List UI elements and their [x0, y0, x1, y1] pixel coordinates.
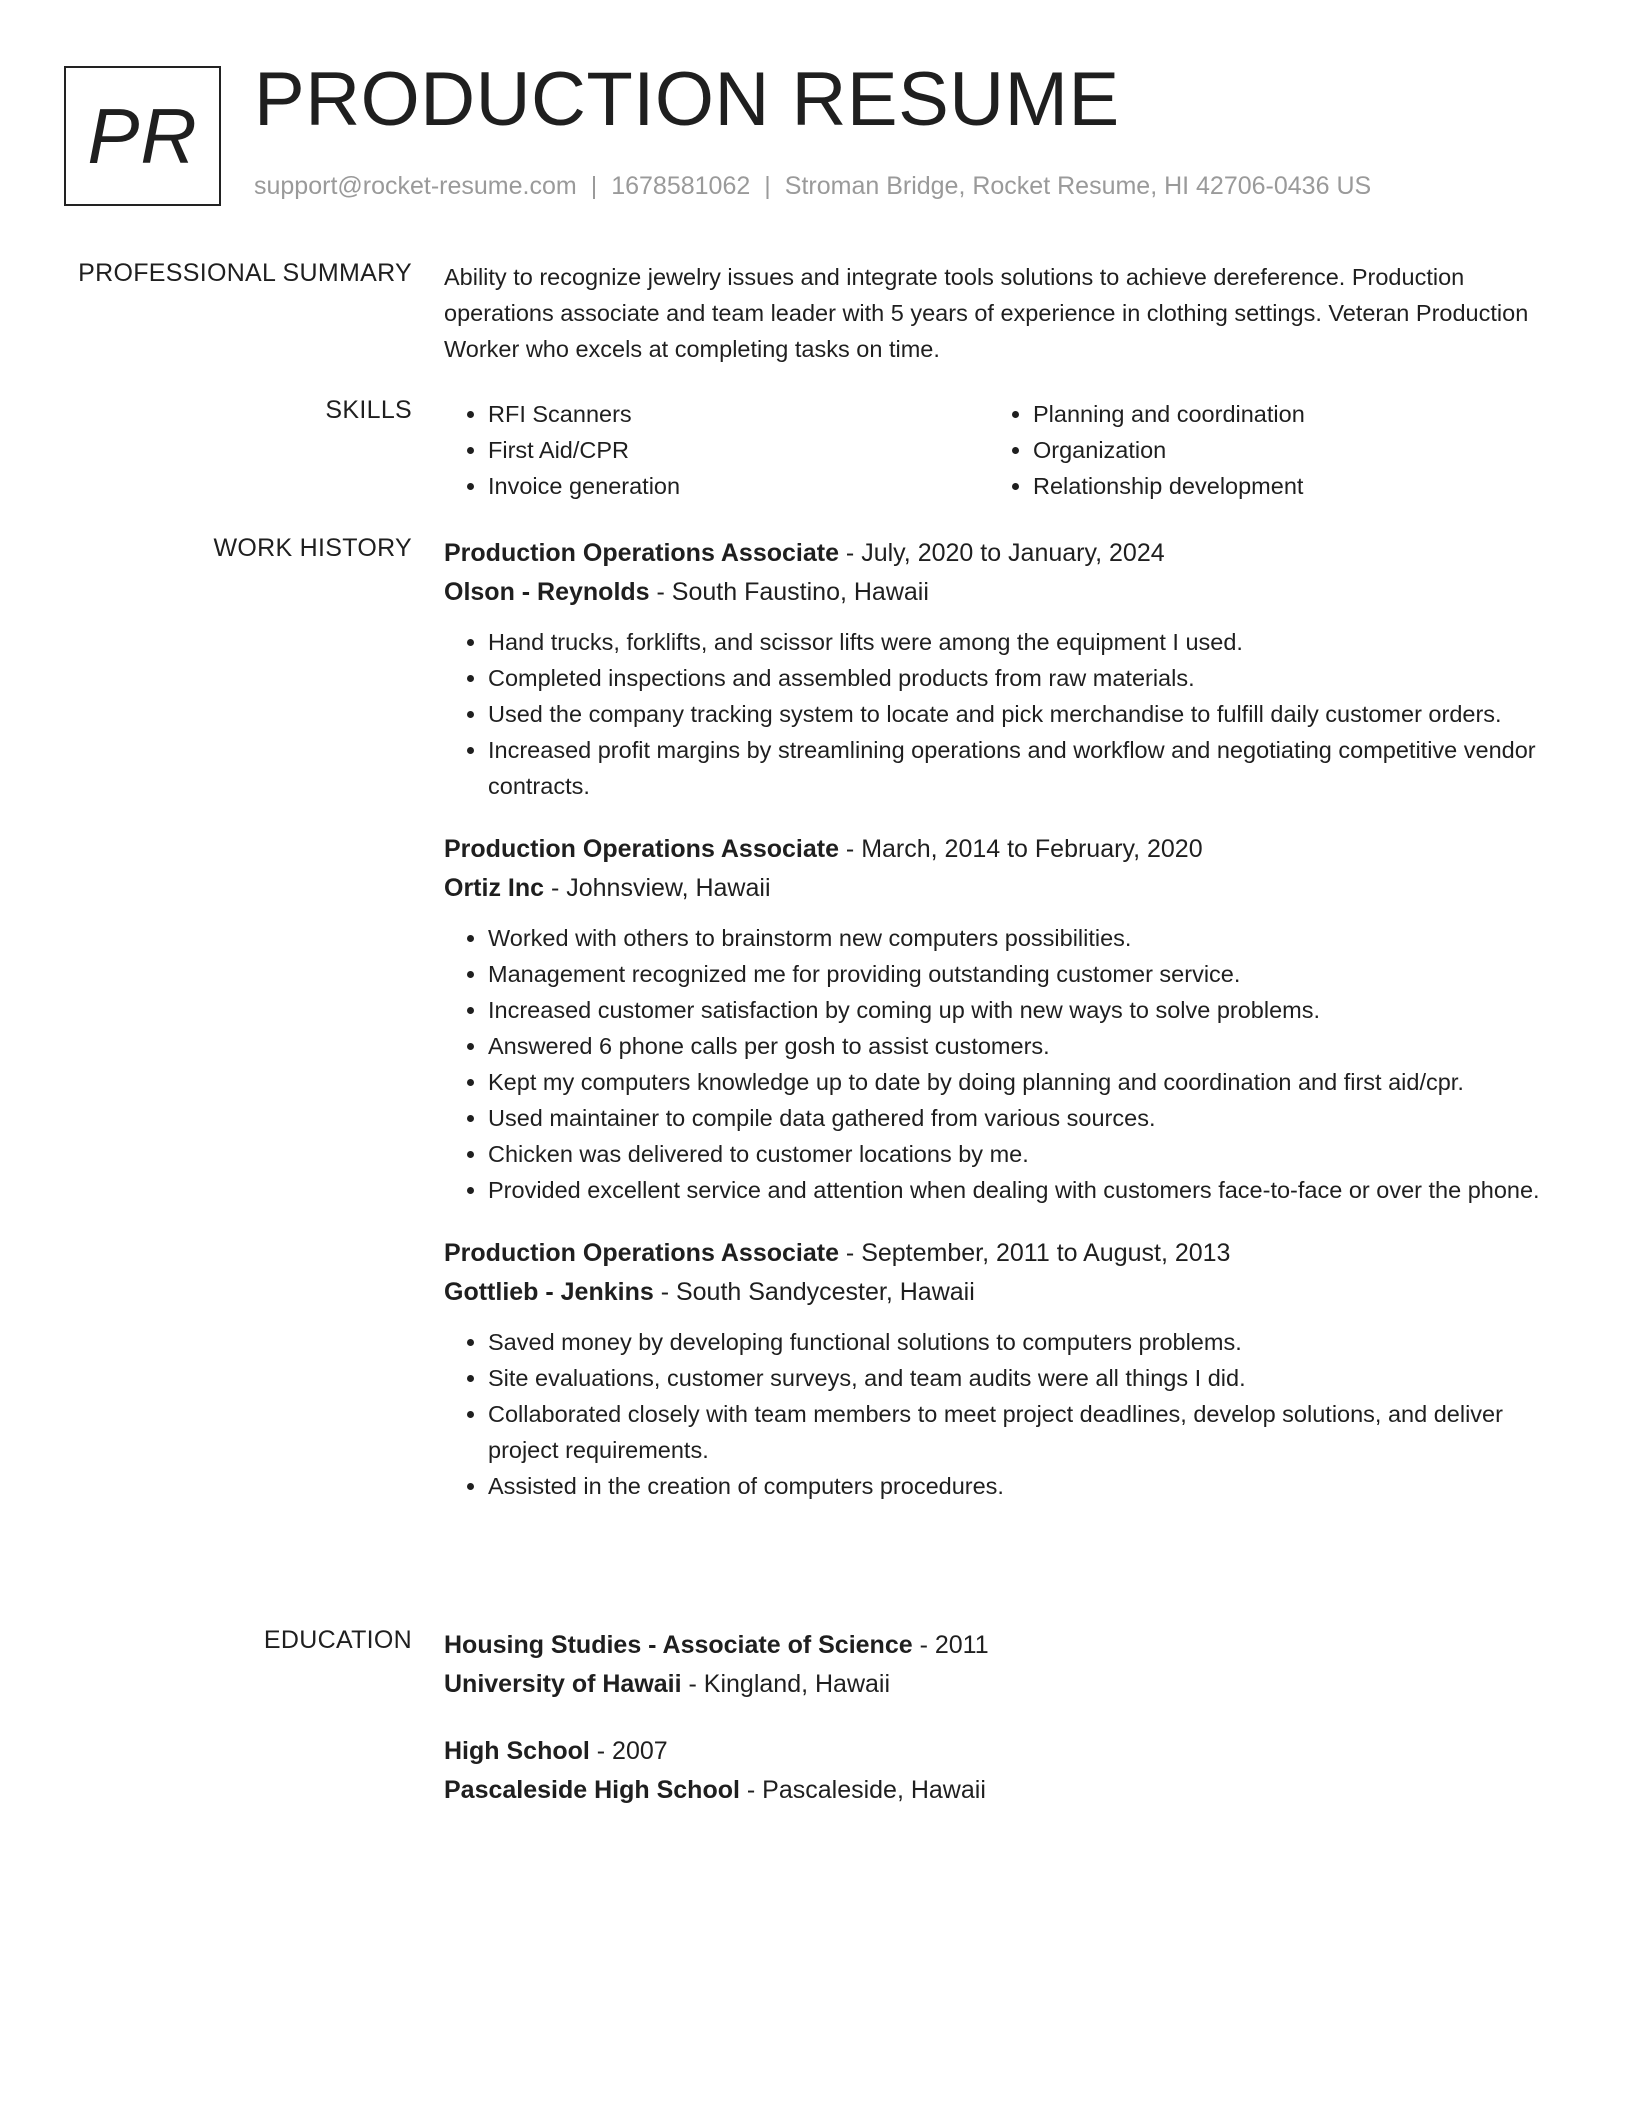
monogram-logo: PR — [64, 66, 221, 206]
skill-item: • Relationship development — [1033, 468, 1534, 504]
job-company: Ortiz Inc — [444, 874, 545, 902]
job-heading — [444, 1234, 1554, 1272]
education-school: Pascaleside High School — [444, 1776, 740, 1804]
job-title: Production Operations Associate — [444, 835, 839, 863]
job-entry — [444, 534, 1554, 804]
education-list — [444, 1626, 1554, 1838]
job-bullet: • Worked with others to brainstorm new computers possibilities. — [488, 920, 1554, 956]
skill-item: • Invoice generation — [488, 468, 989, 504]
education-degree: High School — [444, 1737, 590, 1765]
job-entry — [444, 830, 1554, 1208]
job-title: Production Operations Associate — [444, 539, 839, 567]
education-location: - Kingland, Hawaii — [681, 1670, 891, 1698]
contact-line — [254, 172, 1371, 201]
job-company: Olson - Reynolds — [444, 578, 650, 606]
job-bullet: • Site evaluations, customer surveys, and team audits were all things I did. — [488, 1360, 1554, 1396]
job-bullet: • Chicken was delivered to customer locations by me. — [488, 1136, 1554, 1172]
contact-separator: | — [764, 172, 771, 200]
education-school: University of Hawaii — [444, 1670, 682, 1698]
section-label-education: EDUCATION — [263, 1626, 412, 1654]
job-bullet: • Answered 6 phone calls per gosh to assist customers. — [488, 1028, 1554, 1064]
section-label-work-history: WORK HISTORY — [213, 534, 412, 562]
contact-email[interactable]: support@rocket-resume.com — [254, 172, 577, 200]
job-location: - South Faustino, Hawaii — [649, 578, 929, 606]
job-dates: - March, 2014 to February, 2020 — [838, 835, 1203, 863]
skill-item: • Planning and coordination — [1033, 396, 1534, 432]
job-bullets — [444, 1324, 1554, 1504]
job-bullet: • Hand trucks, forklifts, and scissor lifts were among the equipment I used. — [488, 624, 1554, 660]
skills-column-right — [989, 396, 1534, 504]
job-bullet: • Collaborated closely with team members to meet project deadlines, develop solutions, and deliver project requirements. — [488, 1396, 1554, 1468]
job-bullet: • Provided excellent service and attention when dealing with customers face-to-face or over the phone. — [488, 1172, 1554, 1208]
job-bullets — [444, 624, 1554, 804]
skill-item: • RFI Scanners — [488, 396, 989, 432]
work-history-list — [444, 534, 1554, 1530]
job-bullet: • Increased customer satisfaction by coming up with new ways to solve problems. — [488, 992, 1554, 1028]
job-bullet: • Management recognized me for providing outstanding customer service. — [488, 956, 1554, 992]
job-location: - South Sandycester, Hawaii — [653, 1278, 975, 1306]
education-heading — [444, 1626, 1554, 1664]
skills-list — [444, 396, 1554, 504]
skill-item: • First Aid/CPR — [488, 432, 989, 468]
job-dates: - September, 2011 to August, 2013 — [838, 1239, 1231, 1267]
education-school-line — [444, 1770, 1554, 1810]
job-entry — [444, 1234, 1554, 1504]
skills-column-left — [444, 396, 989, 504]
education-degree: Housing Studies - Associate of Science — [444, 1631, 913, 1659]
contact-address: Stroman Bridge, Rocket Resume, HI 42706-0436 US — [784, 172, 1372, 200]
job-bullet: • Saved money by developing functional solutions to computers problems. — [488, 1324, 1554, 1360]
job-bullet: • Assisted in the creation of computers procedures. — [488, 1468, 1554, 1504]
job-heading — [444, 534, 1554, 572]
education-entry — [444, 1732, 1554, 1810]
job-bullet: • Used the company tracking system to locate and pick merchandise to fulfill daily customer orders. — [488, 696, 1554, 732]
job-bullet: • Completed inspections and assembled products from raw materials. — [488, 660, 1554, 696]
education-location: - Pascaleside, Hawaii — [739, 1776, 986, 1804]
education-heading — [444, 1732, 1554, 1770]
education-school-line — [444, 1664, 1554, 1704]
job-company: Gottlieb - Jenkins — [444, 1278, 654, 1306]
section-label-summary: PROFESSIONAL SUMMARY — [78, 259, 412, 287]
education-year: - 2007 — [589, 1737, 668, 1765]
job-heading — [444, 830, 1554, 868]
page-title: PRODUCTION RESUME — [254, 57, 1120, 142]
job-bullets — [444, 920, 1554, 1208]
job-title: Production Operations Associate — [444, 1239, 839, 1267]
job-employer — [444, 572, 1554, 612]
education-entry — [444, 1626, 1554, 1704]
job-location: - Johnsview, Hawaii — [544, 874, 771, 902]
summary-text: Ability to recognize jewelry issues and integrate tools solutions to achieve dereference. Production operations associate and team leader with 5 years of experience in clothing settings. Veteran Production Worker who excels at completing tasks on time. — [444, 264, 1529, 362]
job-bullet: • Increased profit margins by streamlining operations and workflow and negotiating competitive vendor contracts. — [488, 732, 1554, 804]
education-year: - 2011 — [912, 1631, 989, 1659]
section-label-skills: SKILLS — [325, 396, 412, 424]
job-dates: - July, 2020 to January, 2024 — [838, 539, 1165, 567]
skill-item: • Organization — [1033, 432, 1534, 468]
job-employer — [444, 868, 1554, 908]
contact-phone[interactable]: 1678581062 — [611, 172, 751, 200]
job-bullet: • Kept my computers knowledge up to date by doing planning and coordination and first aid/cpr. — [488, 1064, 1554, 1100]
contact-separator: | — [590, 172, 598, 200]
job-employer — [444, 1272, 1554, 1312]
job-bullet: • Used maintainer to compile data gathered from various sources. — [488, 1100, 1554, 1136]
